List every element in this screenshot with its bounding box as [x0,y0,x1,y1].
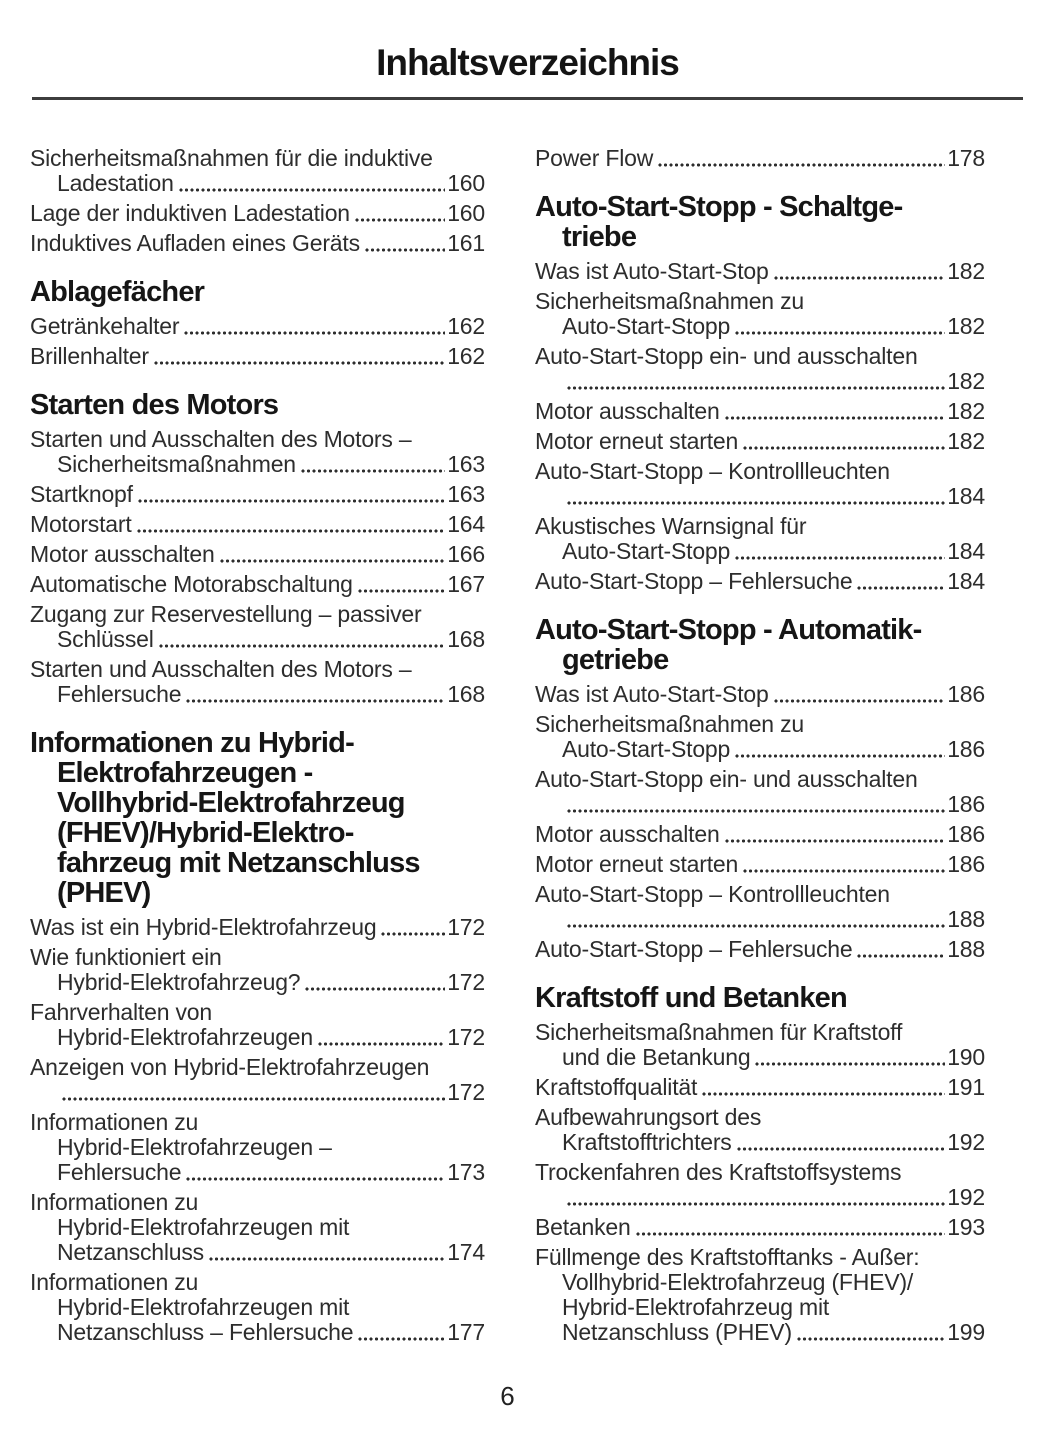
dot-leader [653,146,947,171]
toc-entry [30,1190,485,1265]
entry-page-number: 168 [447,626,485,652]
entry-page-number: 161 [447,230,485,256]
entry-tail-line [535,1185,985,1210]
entry-page-number: 184 [947,483,985,509]
dot-leader [360,231,447,256]
dot-leader [852,569,947,594]
entry-page-number: 162 [447,343,485,369]
dot-leader [181,1160,447,1185]
entry-tail-line [30,482,485,507]
toc-entry [535,712,985,762]
entry-tail-line [535,852,985,877]
entry-label: Fehlersuche [57,1159,182,1185]
entry-tail-line [30,1025,485,1050]
entry-page-number: 199 [947,1319,985,1345]
toc-entry [30,344,485,369]
entry-label: Hybrid-Elektrofahrzeug? [57,969,301,995]
dot-leader [215,542,448,567]
heading-line: Kraftstoff und Betanken [535,982,847,1014]
entry-tail-line [535,1075,985,1100]
dot-leader [738,429,947,454]
toc-entry [535,1215,985,1240]
entry-label: Motor ausschalten [535,821,720,847]
entry-label: Netzanschluss (PHEV) [562,1319,792,1345]
entry-label: Auto-Start-Stopp [562,313,731,339]
entry-label: Induktives Aufladen eines Geräts [30,230,360,256]
entry-page-number: 192 [947,1129,985,1155]
entry-tail-line [30,1160,485,1185]
entry-label: Motor ausschalten [535,398,720,424]
entry-tail-line [535,737,985,762]
dot-leader [350,201,447,226]
toc-entry [535,937,985,962]
entry-page-number: 167 [447,571,485,597]
toc-entry [535,514,985,564]
entry-page-number: 188 [947,936,985,962]
entry-line: Hybrid-Elektrofahrzeugen mit [57,1214,350,1240]
heading-line: (PHEV) [57,877,151,909]
page-number: 6 [500,1381,515,1411]
dot-leader [300,970,447,995]
dot-leader [154,627,448,652]
dot-leader [376,915,447,940]
dot-leader [57,1080,447,1105]
heading-line: Informationen zu Hybrid- [30,727,354,759]
toc-entry [535,1160,985,1210]
toc-entry [30,572,485,597]
entry-page-number: 186 [947,681,985,707]
entry-tail-line [30,231,485,256]
entry-label: Motor erneut starten [535,851,739,877]
toc-entry [30,146,485,196]
toc-entry [30,512,485,537]
entry-page-number: 174 [447,1239,485,1265]
dot-leader [852,937,947,962]
toc-entry [535,822,985,847]
toc-entry [30,1110,485,1185]
entry-label: Motorstart [30,511,132,537]
dot-leader [750,1045,947,1070]
entry-label: Schlüssel [57,626,154,652]
dot-leader [562,369,947,394]
toc-entry [30,1000,485,1050]
toc-entry [30,945,485,995]
entry-line: Hybrid-Elektrofahrzeugen – [57,1134,332,1160]
toc-entry [30,427,485,477]
dot-leader [720,822,948,847]
entry-page-number: 164 [447,511,485,537]
entry-tail-line [535,484,985,509]
entry-label: Motor ausschalten [30,541,215,567]
entry-page-number: 166 [447,541,485,567]
entry-page-number: 172 [447,914,485,940]
entry-label: Betanken [535,1214,631,1240]
entry-page-number: 184 [947,538,985,564]
entry-line: Füllmenge des Kraftstofftanks - Außer: [535,1244,920,1270]
dot-leader [313,1025,447,1050]
entry-tail-line [30,572,485,597]
toc-entry [30,1055,485,1105]
entry-page-number: 163 [447,481,485,507]
dot-leader [769,682,948,707]
dot-leader [631,1215,948,1240]
entry-tail-line [30,627,485,652]
entry-line: Informationen zu [30,1269,199,1295]
entry-tail-line [535,1130,985,1155]
entry-tail-line [535,682,985,707]
toc-entry [535,852,985,877]
entry-page-number: 160 [447,170,485,196]
entry-label: Power Flow [535,145,654,171]
toc-column-left [30,146,485,1350]
toc-entry [535,259,985,284]
toc-entry [30,231,485,256]
toc-entry [30,602,485,652]
entry-tail-line [535,569,985,594]
entry-page-number: 182 [947,398,985,424]
entry-line: Sicherheitsmaßnahmen zu [535,711,804,737]
entry-page-number: 178 [947,145,985,171]
entry-line: Anzeigen von Hybrid-Elektrofahrzeugen [30,1054,430,1080]
entry-line: Auto-Start-Stopp – Kontrollleuchten [535,881,890,907]
toc-entry [535,882,985,932]
entry-tail-line [535,792,985,817]
toc-entry [535,429,985,454]
entry-tail-line [30,344,485,369]
toc-entry [30,915,485,940]
section-heading [30,728,485,908]
entry-tail-line [535,314,985,339]
entry-tail-line [30,171,485,196]
toc-column-right [535,146,985,1350]
entry-line: Hybrid-Elektrofahrzeug mit [562,1294,830,1320]
toc-entry [535,399,985,424]
toc-columns [0,146,1055,1350]
dot-leader [562,1185,947,1210]
entry-tail-line [30,314,485,339]
entry-page-number: 182 [947,428,985,454]
entry-line: Auto-Start-Stopp – Kontrollleuchten [535,458,890,484]
heading-line: (FHEV)/Hybrid-Elektro- [57,817,354,849]
entry-label: Startknopf [30,481,133,507]
dot-leader [732,1130,948,1155]
entry-label: Motor erneut starten [535,428,739,454]
entry-line: Auto-Start-Stopp ein- und ausschalten [535,766,918,792]
entry-line: Wie funktioniert ein [30,944,222,970]
entry-line: Vollhybrid-Elektrofahrzeug (FHEV)/ [562,1269,914,1295]
entry-tail-line [535,1215,985,1240]
dot-leader [738,852,947,877]
entry-page-number: 184 [947,568,985,594]
entry-label: Getränkehalter [30,313,180,339]
heading-line: getriebe [562,644,669,676]
section-heading [30,390,485,420]
entry-page-number: 186 [947,791,985,817]
entry-line: Sicherheitsmaßnahmen für Kraftstoff [535,1019,903,1045]
entry-page-number: 172 [447,969,485,995]
entry-label: Netzanschluss [57,1239,204,1265]
page-title: Inhaltsverzeichnis [376,42,679,83]
entry-page-number: 186 [947,736,985,762]
entry-label: Was ist Auto-Start-Stop [535,258,769,284]
entry-tail-line [30,201,485,226]
entry-label: und die Betankung [562,1044,751,1070]
entry-page-number: 172 [447,1024,485,1050]
entry-tail-line [535,822,985,847]
entry-label: Automatische Motorabschaltung [30,571,353,597]
entry-line: Starten und Ausschalten des Motors – [30,426,412,452]
dot-leader [353,1320,447,1345]
entry-tail-line [30,452,485,477]
entry-page-number: 191 [947,1074,985,1100]
toc-entry [535,682,985,707]
dot-leader [769,259,948,284]
dot-leader [720,399,948,424]
entry-tail-line [30,1240,485,1265]
toc-entry [30,314,485,339]
toc-entry [30,542,485,567]
heading-line: Vollhybrid-Elektrofahrzeug [57,787,405,819]
entry-label: Was ist ein Hybrid-Elektrofahrzeug [30,914,377,940]
entry-page-number: 173 [447,1159,485,1185]
entry-line: Hybrid-Elektrofahrzeugen mit [57,1294,350,1320]
section-heading [535,615,985,675]
entry-tail-line [535,259,985,284]
dot-leader [562,907,947,932]
toc-entry [535,1105,985,1155]
entry-tail-line [30,1320,485,1345]
entry-line: Fahrverhalten von [30,999,212,1025]
toc-entry [30,201,485,226]
toc-entry [535,146,985,171]
toc-entry [30,1270,485,1345]
heading-line: fahrzeug mit Netzanschluss [57,847,420,879]
entry-line: Trockenfahren des Kraftstoffsystems [535,1159,902,1185]
entry-line: Informationen zu [30,1109,199,1135]
toc-entry [535,1245,985,1345]
entry-page-number: 168 [447,681,485,707]
entry-tail-line [535,399,985,424]
heading-line: Starten des Motors [30,389,279,421]
dot-leader [296,452,447,477]
entry-page-number: 177 [447,1319,485,1345]
section-heading [535,192,985,252]
dot-leader [353,572,447,597]
dot-leader [174,171,447,196]
entry-label: Ladestation [57,170,174,196]
dot-leader [562,792,947,817]
entry-line: Zugang zur Reservestellung – passiver [30,601,422,627]
entry-tail-line [535,539,985,564]
dot-leader [730,737,947,762]
dot-leader [149,344,447,369]
toc-entry [535,344,985,394]
entry-label: Lage der induktiven Ladestation [30,200,350,226]
entry-tail-line [535,1320,985,1345]
entry-tail-line [30,1080,485,1105]
entry-page-number: 186 [947,851,985,877]
toc-entry [535,569,985,594]
entry-page-number: 190 [947,1044,985,1070]
dot-leader [133,482,447,507]
dot-leader [204,1240,447,1265]
entry-label: Kraftstofftrichters [562,1129,732,1155]
toc-entry [30,657,485,707]
entry-page-number: 186 [947,821,985,847]
entry-tail-line [30,512,485,537]
entry-page-number: 182 [947,258,985,284]
entry-label: Auto-Start-Stopp [562,736,731,762]
entry-tail-line [535,907,985,932]
entry-line: Auto-Start-Stopp ein- und ausschalten [535,343,918,369]
entry-line: Sicherheitsmaßnahmen zu [535,288,804,314]
toc-entry [535,1075,985,1100]
section-heading [535,983,985,1013]
entry-line: Akustisches Warnsignal für [535,513,807,539]
entry-label: Auto-Start-Stopp – Fehlersuche [535,936,853,962]
entry-label: Hybrid-Elektrofahrzeugen [57,1024,313,1050]
heading-line: Ablagefächer [30,276,205,308]
dot-leader [730,539,947,564]
entry-tail-line [30,915,485,940]
toc-entry [535,767,985,817]
entry-page-number: 162 [447,313,485,339]
dot-leader [132,512,448,537]
entry-line: Starten und Ausschalten des Motors – [30,656,412,682]
entry-page-number: 188 [947,906,985,932]
entry-label: Auto-Start-Stopp [562,538,731,564]
dot-leader [697,1075,947,1100]
entry-page-number: 182 [947,368,985,394]
entry-line: Sicherheitsmaßnahmen für die induktive [30,145,433,171]
entry-label: Kraftstoffqualität [535,1074,698,1100]
toc-entry [30,482,485,507]
entry-label: Auto-Start-Stopp – Fehlersuche [535,568,853,594]
entry-label: Sicherheitsmaßnahmen [57,451,296,477]
heading-line: Auto-Start-Stopp - Schaltge- [535,191,903,223]
entry-line: Aufbewahrungsort des [535,1104,762,1130]
heading-line: Auto-Start-Stopp - Automatik- [535,614,922,646]
dot-leader [562,484,947,509]
entry-label: Was ist Auto-Start-Stop [535,681,769,707]
entry-tail-line [535,937,985,962]
entry-page-number: 193 [947,1214,985,1240]
heading-line: triebe [562,221,637,253]
section-heading [30,277,485,307]
entry-line: Informationen zu [30,1189,199,1215]
entry-label: Netzanschluss – Fehlersuche [57,1319,354,1345]
entry-label: Fehlersuche [57,681,182,707]
entry-page-number: 182 [947,313,985,339]
entry-label: Brillenhalter [30,343,149,369]
entry-page-number: 192 [947,1184,985,1210]
entry-tail-line [535,429,985,454]
dot-leader [730,314,947,339]
entry-page-number: 163 [447,451,485,477]
toc-entry [535,1020,985,1070]
toc-entry [535,289,985,339]
toc-entry [535,459,985,509]
heading-line: Elektrofahrzeugen - [57,757,313,789]
entry-tail-line [30,970,485,995]
entry-tail-line [30,682,485,707]
dot-leader [181,682,447,707]
dot-leader [792,1320,947,1345]
entry-tail-line [30,542,485,567]
entry-tail-line [535,146,985,171]
dot-leader [179,314,447,339]
entry-tail-line [535,1045,985,1070]
entry-page-number: 160 [447,200,485,226]
entry-page-number: 172 [447,1079,485,1105]
entry-tail-line [535,369,985,394]
title-divider [32,97,1023,100]
